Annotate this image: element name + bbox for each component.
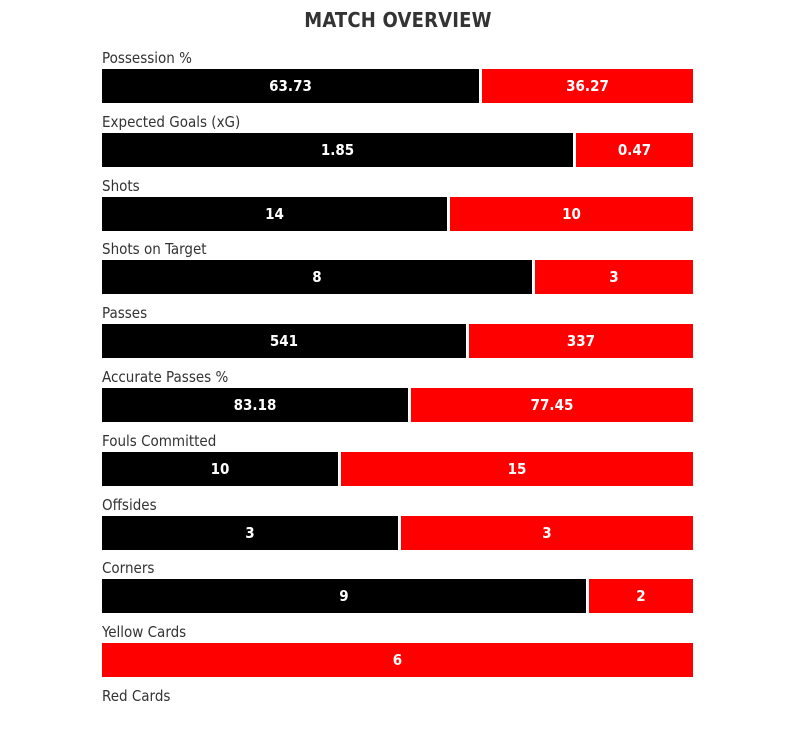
bar-away-fouls-committed (341, 452, 693, 486)
bar-away-yellow-cards (102, 643, 693, 677)
bar-home-accurate-passes (102, 388, 408, 422)
stat-label-expected-goals-xg: Expected Goals (xG) (102, 113, 241, 131)
value-label-home-shots: 14 (265, 205, 284, 223)
value-label-home-expected-goals-xg: 1.85 (320, 141, 355, 159)
value-label-home-offsides: 3 (245, 524, 255, 542)
value-label-away-shots-on-target: 3 (609, 268, 619, 286)
value-label-away-offsides: 3 (542, 524, 552, 542)
bar-away-offsides (401, 516, 693, 550)
bar-away-corners (589, 579, 693, 613)
bar-home-expected-goals-xg (102, 133, 573, 167)
bar-home-shots (102, 197, 447, 231)
bar-away-possession (482, 69, 693, 103)
bar-home-shots-on-target (102, 260, 532, 294)
bar-away-passes (469, 324, 693, 358)
value-label-away-passes: 337 (566, 332, 596, 350)
chart-title: MATCH OVERVIEW (304, 8, 492, 32)
stat-label-shots-on-target: Shots on Target (102, 240, 207, 258)
stat-label-corners: Corners (102, 559, 155, 577)
bar-home-possession (102, 69, 479, 103)
stat-label-passes: Passes (102, 304, 148, 322)
stat-label-red-cards: Red Cards (102, 687, 171, 705)
value-label-home-shots-on-target: 8 (312, 268, 322, 286)
stat-label-possession: Possession % (102, 49, 192, 67)
value-label-away-yellow-cards: 6 (392, 651, 403, 669)
stat-label-yellow-cards: Yellow Cards (102, 623, 187, 641)
value-label-away-corners: 2 (636, 587, 646, 605)
stat-label-offsides: Offsides (102, 496, 157, 514)
bar-away-expected-goals-xg (576, 133, 693, 167)
value-label-home-passes: 541 (269, 332, 299, 350)
stat-label-shots: Shots (102, 177, 140, 195)
value-label-home-fouls-committed: 10 (210, 460, 230, 478)
value-label-away-expected-goals-xg: 0.47 (617, 141, 652, 159)
value-label-home-accurate-passes: 83.18 (233, 396, 277, 414)
stat-label-accurate-passes: Accurate Passes % (102, 368, 229, 386)
bar-home-offsides (102, 516, 398, 550)
stat-label-fouls-committed: Fouls Committed (102, 432, 217, 450)
value-label-away-fouls-committed: 15 (507, 460, 527, 478)
value-label-home-corners: 9 (339, 587, 349, 605)
bar-away-shots-on-target (535, 260, 693, 294)
bar-home-passes (102, 324, 466, 358)
value-label-home-possession: 63.73 (269, 77, 312, 95)
value-label-away-possession: 36.27 (566, 77, 609, 95)
bar-away-accurate-passes (411, 388, 693, 422)
bar-home-fouls-committed (102, 452, 338, 486)
bar-away-shots (450, 197, 693, 231)
value-label-away-accurate-passes: 77.45 (530, 396, 574, 414)
value-label-away-shots: 10 (562, 205, 581, 223)
bar-home-corners (102, 579, 586, 613)
